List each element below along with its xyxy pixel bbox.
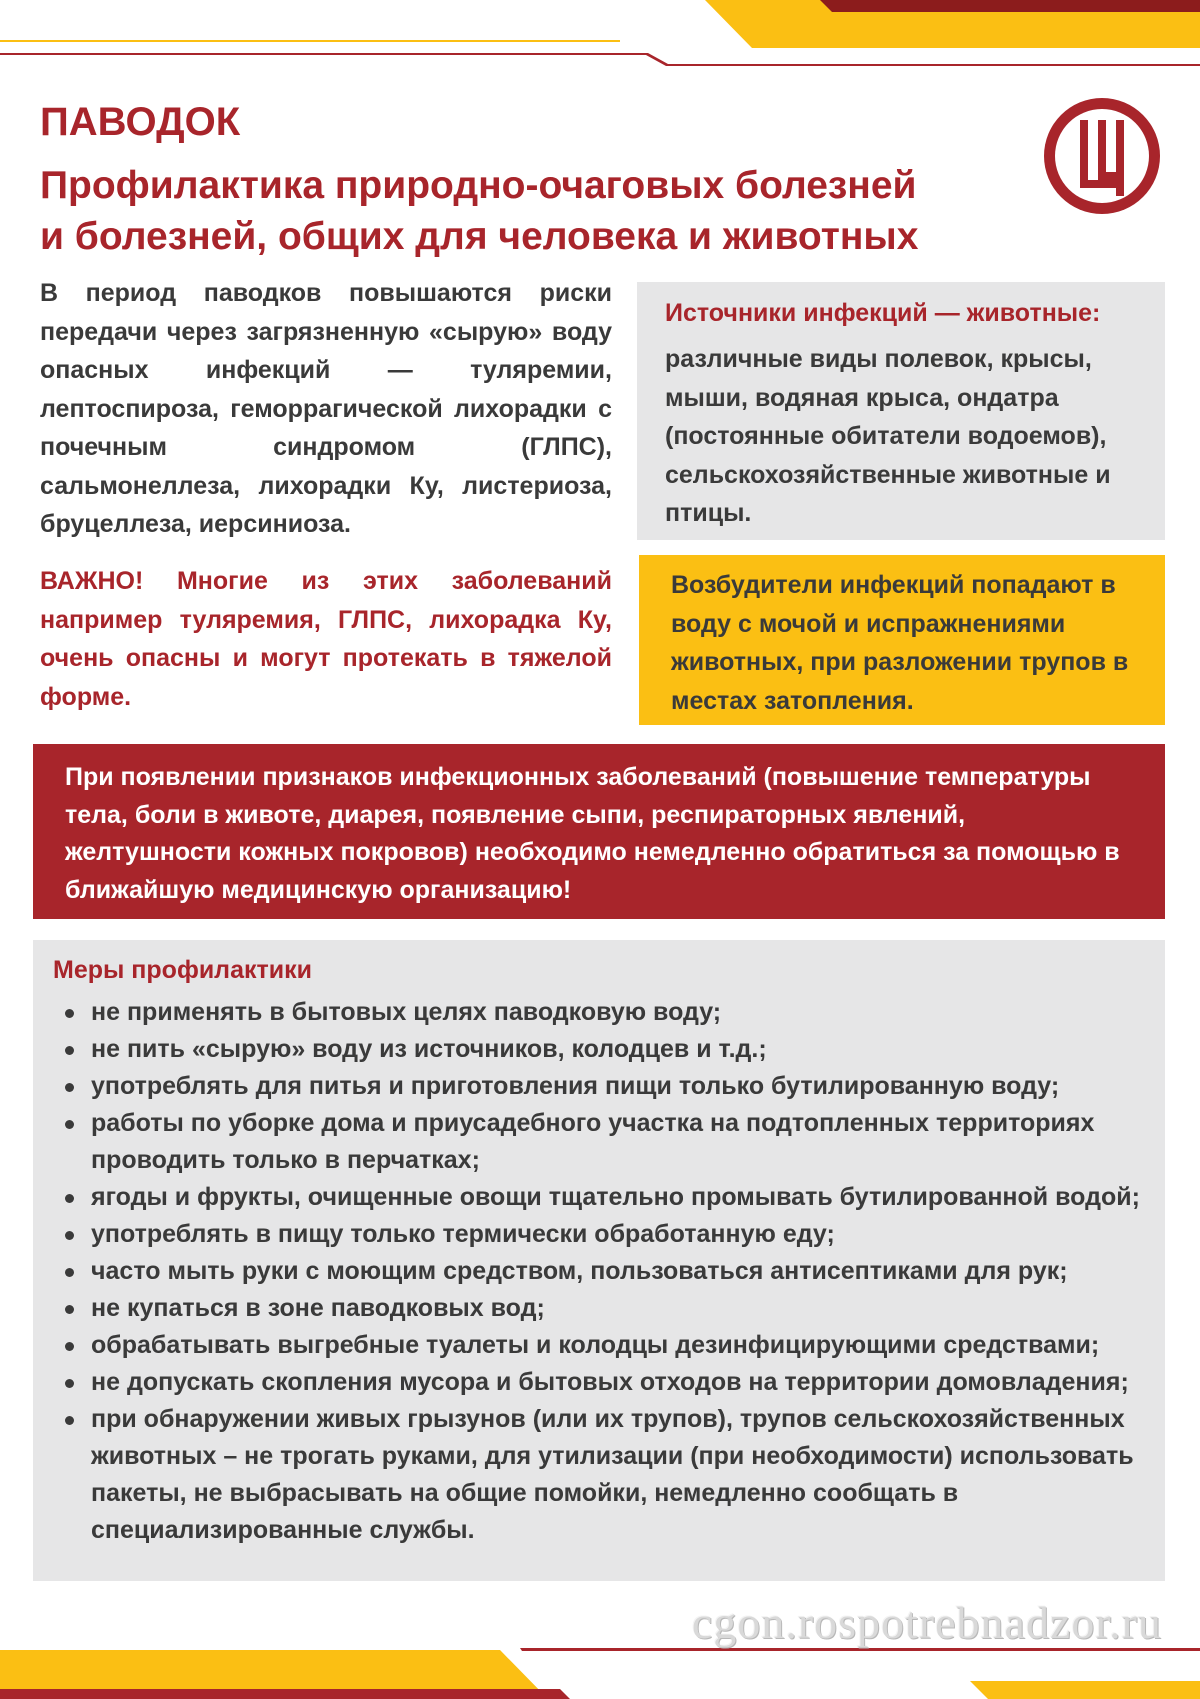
pathogens-panel [639, 555, 1165, 725]
intro-paragraph: В период паводков повышаются риски передачи через загрязненную «сырую» воду опасных инфекций — туляремии, лептоспироза, геморрагической лихорадки с почечным синдромом (ГЛПС), сальмонеллеза, лихорадки Ку, листериоза, бруцеллеза, иерсиниоза. [40, 279, 612, 538]
list-item: при обнаружении живых грызунов (или их трупов), трупов сельскохозяйственных животных – не трогать руками, для утилизации (при необходимости) использовать пакеты, не выбрасывать на общие помойки, немедленно сообщать в специализированные службы. [53, 1401, 1145, 1549]
bottom-red-stripe-left [0, 1689, 570, 1699]
pathogens-text: Возбудители инфекций попадают в воду с мочой и испражнениями животных, при разложении трупов в местах затопления. [671, 571, 1129, 715]
top-left-line [0, 40, 620, 42]
measures-title: Меры профилактики [53, 956, 312, 984]
bottom-yellow-stripe-left [0, 1650, 548, 1699]
warning-banner [33, 744, 1165, 919]
top-yellow-stripe [705, 0, 1200, 48]
important-note: ВАЖНО! Многие из этих заболеваний например туляремия, ГЛПС, лихорадка Ку, очень опасны и могут протекать в тяжелой форме. [40, 567, 612, 711]
list-item: не купаться в зоне паводковых вод; [53, 1290, 1145, 1327]
top-dark-red-band [820, 0, 1200, 12]
list-item: не допускать скопления мусора и бытовых отходов на территории домовладения; [53, 1364, 1145, 1401]
list-item: употреблять в пищу только термически обработанную еду; [53, 1216, 1145, 1253]
rospotrebnadzor-logo-icon [1040, 94, 1164, 218]
list-item: не применять в бытовых целях паводковую воду; [53, 994, 1145, 1031]
infection-sources-panel [637, 282, 1165, 540]
subtitle-line-2: и болезней, общих для человека и животных [40, 215, 919, 258]
list-item: работы по уборке дома и приусадебного участка на подтопленных территориях проводить только в перчатках; [53, 1105, 1145, 1179]
sources-body: различные виды полевок, крысы, мыши, водяная крыса, ондатра (постоянные обитатели водоемов), сельскохозяйственные животные и птицы. [665, 345, 1111, 527]
website-watermark: cgon.rospotrebnadzor.ru [691, 1597, 1162, 1648]
page-title: ПАВОДОК [40, 100, 241, 144]
subtitle-line-1: Профилактика природно-очаговых болезней [40, 164, 917, 207]
bottom-yellow-stripe-right [970, 1681, 1200, 1699]
list-item: обрабатывать выгребные туалеты и колодцы дезинфицирующими средствами; [53, 1327, 1145, 1364]
list-item: употреблять для питья и приготовления пищи только бутилированную воду; [53, 1068, 1145, 1105]
list-item: ягоды и фрукты, очищенные овощи тщательно промывать бутилированной водой; [53, 1179, 1145, 1216]
list-item: не пить «сырую» воду из источников, колодцев и т.д.; [53, 1031, 1145, 1068]
measures-list [53, 994, 1145, 1549]
sources-title: Источники инфекций — животные: [665, 299, 1101, 327]
list-item: часто мыть руки с моющим средством, пользоваться антисептиками для рук; [53, 1253, 1145, 1290]
top-thin-line [0, 53, 1200, 66]
warning-text: При появлении признаков инфекционных заболеваний (повышение температуры тела, боли в животе, диарея, появление сыпи, респираторных явлений, желтушности кожных покровов) необходимо немедленно обратиться за помощью в ближайшую медицинскую организацию! [65, 763, 1120, 904]
page-subtitle [40, 160, 940, 262]
prevention-measures-panel [33, 940, 1165, 1581]
